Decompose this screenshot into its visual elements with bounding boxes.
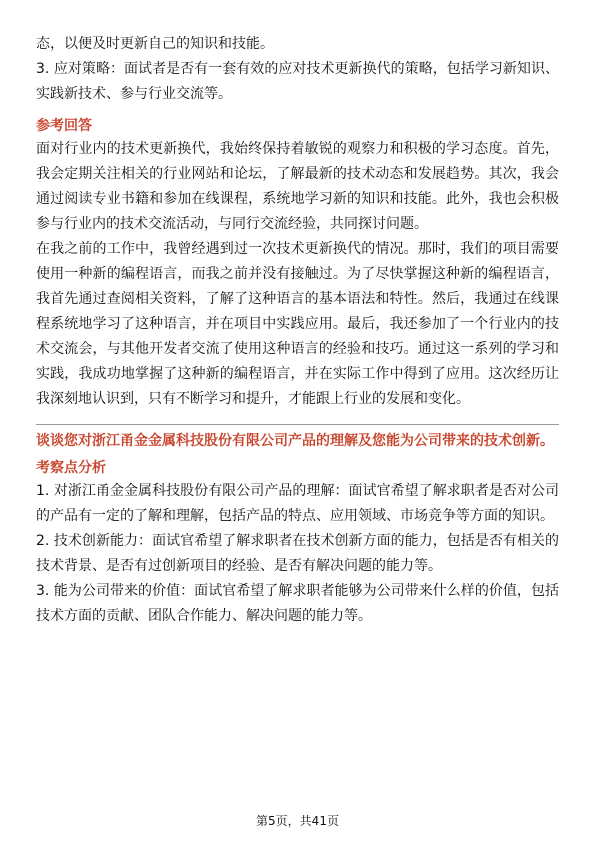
point-3: 3. 应对策略：面试者是否有一套有效的应对技术更新换代的策略，包括学习新知识、实践新技术、参与行业交流等。 <box>36 61 559 102</box>
analysis-point-3: 3. 能为公司带来的价值：面试官希望了解求职者能够为公司带来什么样的价值，包括技术方面的贡献、团队合作能力、解决问题的能力等。 <box>36 583 559 624</box>
question-title: 谈谈您对浙江甬金金属科技股份有限公司产品的理解及您能为公司带来的技术创新。 <box>36 433 554 449</box>
analysis-heading: 考察点分析 <box>36 460 106 476</box>
answer-paragraph-1: 面对行业内的技术更新换代，我始终保持着敏锐的观察力和积极的学习态度。首先，我会定期关注相关的行业网站和论坛，了解最新的技术动态和发展趋势。其次，我会通过阅读专业书籍和参加在线课程，系统地学习新的知识和技能。此外，我也会积极参与行业内的技术交流活动，与同行交流经验，共同探讨问题。 <box>36 141 559 232</box>
analysis-point-1: 1. 对浙江甬金金属科技股份有限公司产品的理解：面试官希望了解求职者是否对公司的产品有一定的了解和理解，包括产品的特点、应用领域、市场竞争等方面的知识。 <box>36 483 559 524</box>
section-divider <box>36 424 559 425</box>
page-number: 第5页，共41页 <box>256 814 339 828</box>
analysis-point-2: 2. 技术创新能力：面试官希望了解求职者在技术创新方面的能力，包括是否有相关的技术背景、是否有过创新项目的经验、是否有解决问题的能力等。 <box>36 533 559 574</box>
page-content <box>36 32 559 629</box>
continuation-text: 态，以便及时更新自己的知识和技能。 <box>36 36 274 52</box>
answer-paragraph-2: 在我之前的工作中，我曾经遇到过一次技术更新换代的情况。那时，我们的项目需要使用一种新的编程语言，而我之前并没有接触过。为了尽快掌握这种新的编程语言，我首先通过查阅相关资料，了解了这种语言的基本语法和特性。然后，我通过在线课程系统地学习了这种语言，并在项目中实践应用。最后，我还参加了一个行业内的技术交流会，与其他开发者交流了使用这种语言的经验和技巧。通过这一系列的学习和实践，我成功地掌握了这种新的编程语言，并在实际工作中得到了应用。这次经历让我深刻地认识到，只有不断学习和提升，才能跟上行业的发展和变化。 <box>36 241 559 407</box>
reference-answer-heading: 参考回答 <box>36 118 92 134</box>
